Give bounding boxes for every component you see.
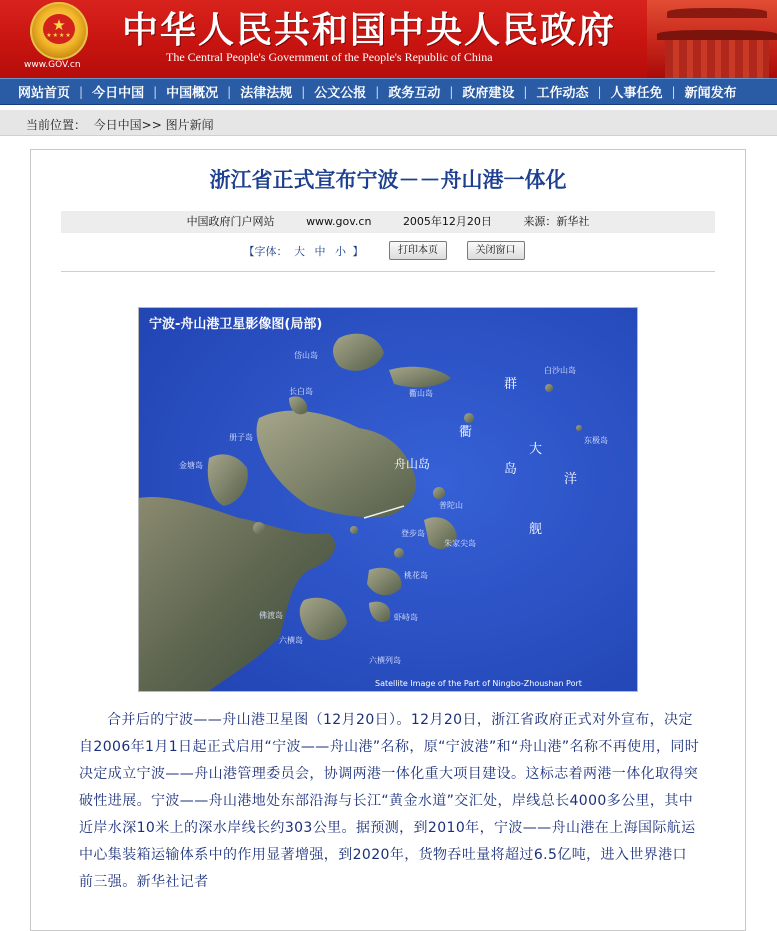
font-size-small[interactable]: 小 [335, 244, 346, 258]
label-daishan: 岱山岛 [294, 351, 318, 360]
article-date: 2005年12月20日 [402, 215, 492, 228]
font-size-medium[interactable]: 中 [314, 244, 326, 258]
nav-item-today-china[interactable]: 今日中国 [92, 86, 145, 101]
label-da: 大 [529, 442, 543, 457]
divider [61, 271, 715, 272]
nav-item-work-news[interactable]: 工作动态 [536, 86, 589, 101]
nav-item-laws[interactable]: 法律法规 [240, 86, 293, 101]
image-caption: Satellite Image of the Part of Ningbo-Zhoushan Port [375, 679, 582, 688]
label-jian: 舰 [529, 522, 543, 537]
close-window-button[interactable]: 关闭窗口 [467, 241, 525, 260]
label-qun: 群 [504, 377, 518, 392]
article-body: 合并后的宁波——舟山港卫星图（12月20日）。12月20日，浙江省政府正式对外宣布，决定自2006年1月1日起正式启用“宁波——舟山港”名称，原“宁波港”和“舟山港”名称不再使用，同时决定成立宁波——舟山港管理委员会，协调两港一体化重大项目建设。这标志着两港一体化取得突破性进展。宁波——舟山港地处东部沿海与长江“黄金水道”交汇处，岸线总长4000多公里，其中近岸水深10米上的深水岸线长约303公里。据预测，到2010年，宁波——舟山港在上海国际航运中心集装箱运输体系中的作用显著增强，到2020年，货物吞吐量将超过6.5亿吨，进入世界港口前三强。新华社记者 [79, 712, 700, 890]
nav-separator: | [301, 84, 306, 99]
nav-item-interaction[interactable]: 政务互动 [388, 86, 441, 101]
nav-separator: | [79, 84, 84, 99]
article-site: www.gov.cn [306, 215, 372, 228]
print-button[interactable]: 打印本页 [389, 241, 447, 260]
article-box [30, 149, 746, 931]
label-baishan: 白沙山岛 [544, 366, 576, 375]
breadcrumb [26, 116, 214, 133]
label-cezi: 册子岛 [229, 433, 253, 442]
site-title-cn: 中华人民共和国中央人民政府 [122, 9, 617, 51]
satellite-photo [139, 308, 637, 691]
label-dengbu: 登步岛 [401, 529, 425, 538]
label-hai: 洋 [564, 472, 578, 487]
label-dao: 岛 [504, 462, 518, 477]
font-size-label: 【字体： [243, 244, 288, 258]
main-nav [0, 78, 777, 105]
nav-item-press[interactable]: 新闻发布 [684, 86, 737, 101]
article-tools [31, 241, 745, 263]
label-taohua: 桃花岛 [404, 571, 428, 580]
nav-separator: | [449, 84, 454, 99]
nav-separator: | [227, 84, 232, 99]
font-size-switcher [244, 243, 364, 259]
label-changbai: 长白岛 [289, 387, 313, 396]
nav-separator: | [597, 84, 602, 99]
nav-separator: | [153, 84, 158, 99]
label-zhujiajian: 朱家尖岛 [444, 539, 476, 548]
nav-item-bulletins[interactable]: 公文公报 [314, 86, 367, 101]
font-size-large[interactable]: 大 [294, 244, 305, 258]
label-liuheng-islands: 六横列岛 [369, 656, 401, 665]
breadcrumb-item-photo-news[interactable]: 图片新闻 [165, 118, 214, 132]
breadcrumb-bar [0, 110, 777, 136]
article-origin: 来源：新华社 [523, 215, 590, 228]
label-zhoushan: 舟山岛 [394, 457, 431, 471]
site-title-en: The Central People's Government of the People's Republic of China [166, 50, 493, 64]
nav-item-home[interactable]: 网站首页 [18, 86, 71, 101]
label-jintang: 金塘岛 [179, 461, 203, 470]
article-meta [61, 211, 715, 233]
breadcrumb-label: 当前位置： [26, 118, 87, 132]
national-emblem-icon: ★ ★★★★ [30, 2, 88, 60]
site-url[interactable]: www.GOV.cn [24, 60, 81, 70]
nav-item-appointments[interactable]: 人事任免 [610, 86, 663, 101]
label-qushan: 衢山岛 [409, 389, 433, 398]
article-title: 浙江省正式宣布宁波－－舟山港一体化 [209, 168, 567, 192]
nav-separator: | [671, 84, 676, 99]
label-liuheng-island: 六横岛 [279, 636, 303, 645]
nav-item-china-overview[interactable]: 中国概况 [166, 86, 219, 101]
site-banner [0, 0, 777, 78]
font-size-bracket: 】 [352, 244, 364, 258]
nav-separator: | [375, 84, 380, 99]
label-xiazhi: 虾峙岛 [394, 613, 418, 622]
nav-separator: | [523, 84, 528, 99]
nav-item-gov-building[interactable]: 政府建设 [462, 86, 515, 101]
breadcrumb-item-today-china[interactable]: 今日中国>> [93, 118, 162, 132]
label-dongji: 东极岛 [584, 436, 608, 445]
image-title: 宁波-舟山港卫星影像图(局部) [149, 317, 323, 332]
article-source: 中国政府门户网站 [186, 215, 275, 228]
label-foduo: 佛渡岛 [259, 611, 283, 620]
palace-icon [647, 0, 777, 78]
label-sea2: 衢 [459, 425, 473, 440]
label-putuo: 普陀山 [439, 501, 463, 510]
